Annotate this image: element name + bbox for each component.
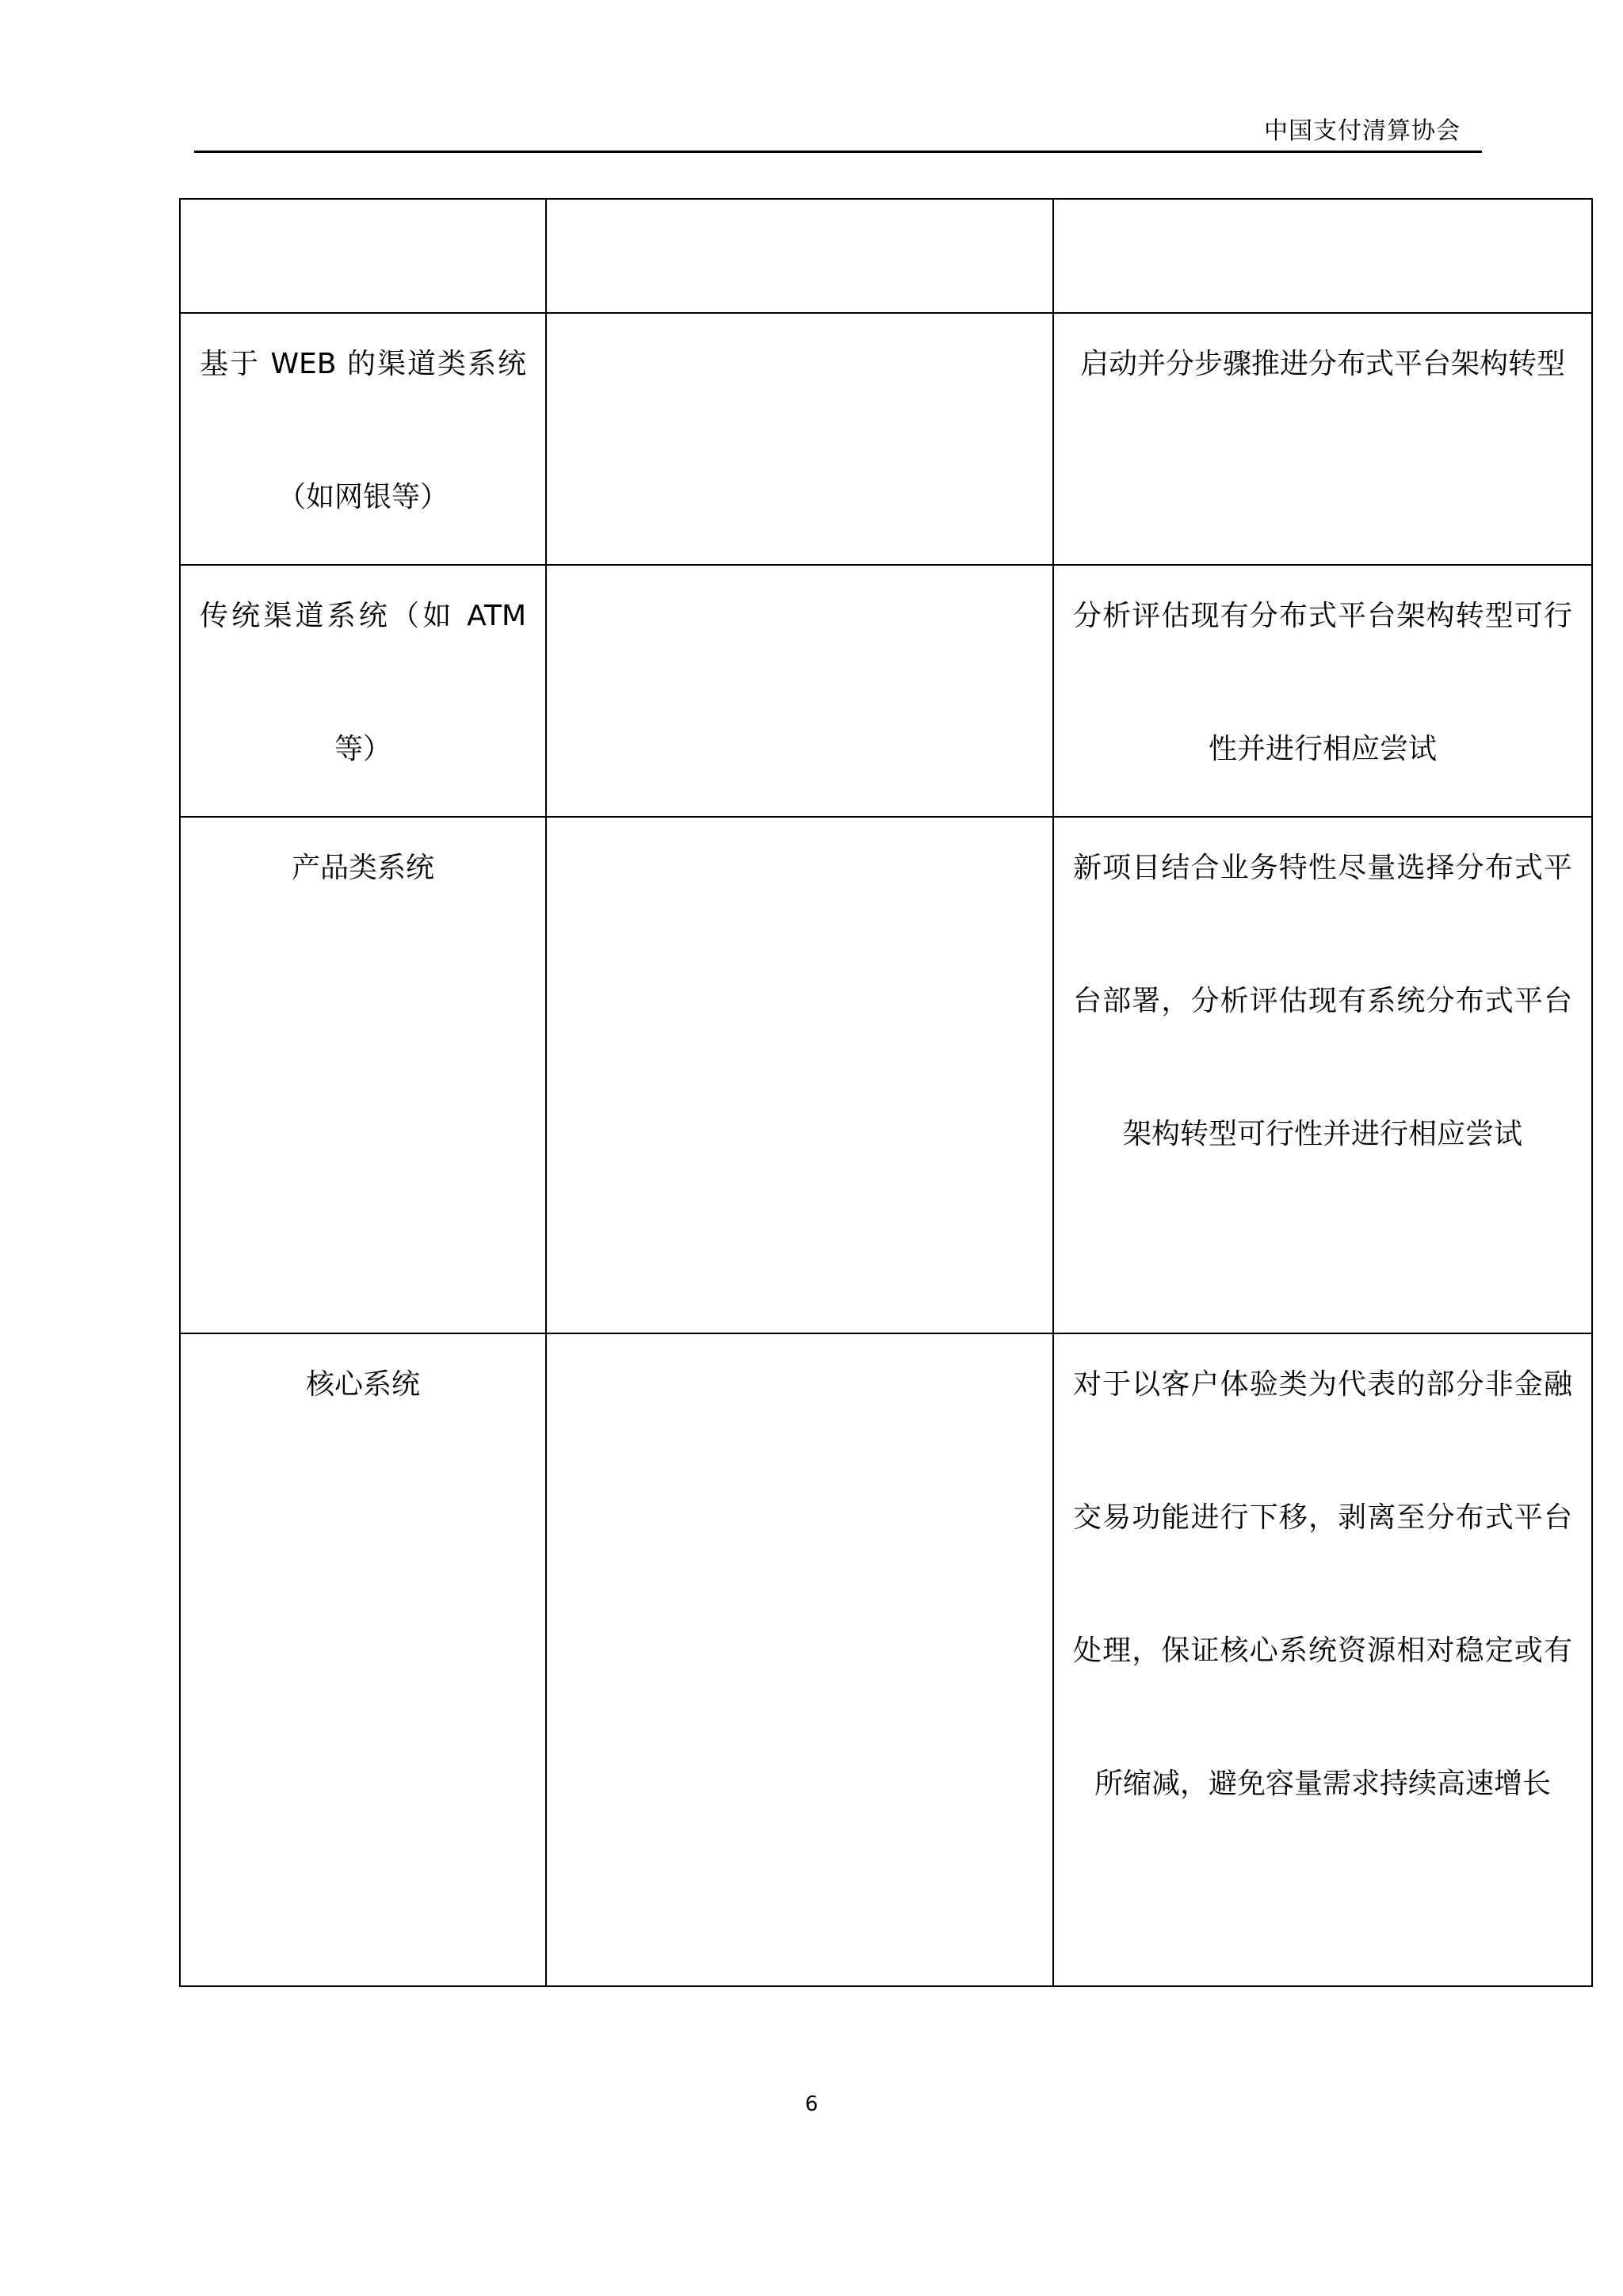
middle-cell xyxy=(546,1333,1053,1986)
table-row xyxy=(180,1333,1592,1986)
table-row xyxy=(180,817,1592,1333)
system-transformation-table xyxy=(179,198,1593,1987)
middle-cell xyxy=(546,565,1053,817)
measure-cell: 对于以客户体验类为代表的部分非金融交易功能进行下移，剥离至分布式平台处理，保证核心系统资源相对稳定或有所缩减，避免容量需求持续高速增长 xyxy=(1053,1333,1592,1986)
middle-cell xyxy=(546,199,1053,313)
table-row xyxy=(180,313,1592,565)
header-organization: 中国支付清算协会 xyxy=(1264,117,1461,145)
table-row xyxy=(180,199,1592,313)
system-cell: 核心系统 xyxy=(180,1333,546,1986)
table-row xyxy=(180,565,1592,817)
system-cell xyxy=(180,199,546,313)
system-cell: 基于 WEB 的渠道类系统（如网银等） xyxy=(180,313,546,565)
measure-cell: 分析评估现有分布式平台架构转型可行性并进行相应尝试 xyxy=(1053,565,1592,817)
measure-cell xyxy=(1053,199,1592,313)
system-cell: 传统渠道系统（如 ATM 等） xyxy=(180,565,546,817)
system-cell: 产品类系统 xyxy=(180,817,546,1333)
middle-cell xyxy=(546,817,1053,1333)
header-divider xyxy=(194,151,1482,153)
measure-cell: 新项目结合业务特性尽量选择分布式平台部署，分析评估现有系统分布式平台架构转型可行性并进行相应尝试 xyxy=(1053,817,1592,1333)
middle-cell xyxy=(546,313,1053,565)
page-number: 6 xyxy=(804,2092,819,2116)
measure-cell: 启动并分步骤推进分布式平台架构转型 xyxy=(1053,313,1592,565)
